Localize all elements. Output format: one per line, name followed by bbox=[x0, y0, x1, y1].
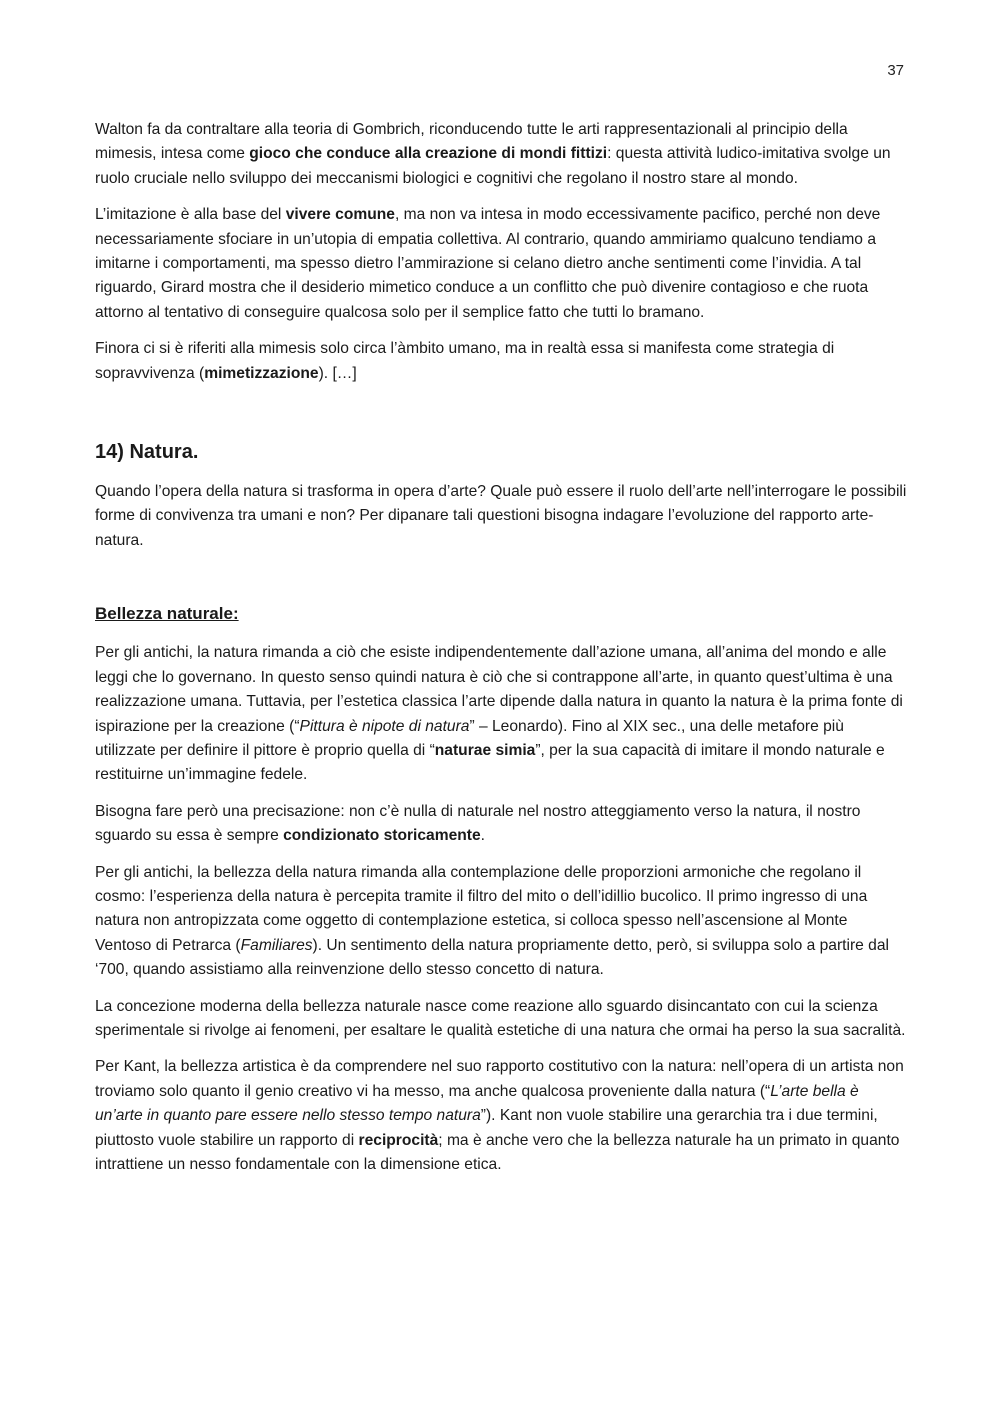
bold-term: vivere comune bbox=[285, 206, 395, 224]
italic-quote: Familiares bbox=[240, 936, 313, 954]
section-intro bbox=[95, 480, 907, 553]
paragraph: Walton fa da contraltare alla teoria di Gombrich, riconducendo tutte le arti rappresentazionali al principio della mimesis, intesa come gioco che conduce alla creazione di mondi fittizi: questa attività ludico-imitativa svolge un ruolo cruciale nello sviluppo dei meccanismi biologici e cognitivi che regolano il nostro stare al mondo. bbox=[95, 121, 891, 187]
italic-quote: L’arte bella è un’arte in quanto pare essere nello stesso tempo natura bbox=[95, 1082, 859, 1125]
paragraph: L’imitazione è alla base del vivere comune, ma non va intesa in modo eccessivamente pacifico, perché non deve necessariamente sfociare in un’utopia di empatia collettiva. Al contrario, quando ammiriamo qualcuno tendiamo a imitarne i comportamenti, ma spesso dietro l’ammirazione si celano dietro anche sentimenti come l’invidia. A tal riguardo, Girard mostra che il desiderio mimetico conduce a un conflitto che può divenire contagioso e che ruota attorno al tentativo di conseguire qualcosa solo per il semplice fatto che tutti lo bramano. bbox=[95, 206, 881, 321]
opening-paragraphs bbox=[95, 118, 907, 386]
bellezza-naturale-paragraphs bbox=[95, 641, 907, 1177]
paragraph: Finora ci si è riferiti alla mimesis solo circa l’àmbito umano, ma in realtà essa si manifesta come strategia di sopravvivenza (mimetizzazione). […] bbox=[95, 340, 835, 382]
bold-term: gioco che conduce alla creazione di mondi fittizi bbox=[249, 145, 608, 163]
bold-term: reciprocità bbox=[358, 1131, 439, 1149]
paragraph: La concezione moderna della bellezza naturale nasce come reazione allo sguardo disincantato con cui la scienza sperimentale si rivolge ai fenomeni, per esaltare le qualità estetiche di una natura che ormai ha perso la sua sacralità. bbox=[95, 997, 906, 1039]
subheading-bellezza-naturale: Bellezza naturale: bbox=[95, 604, 239, 624]
paragraph: Bisogna fare però una precisazione: non c’è nulla di naturale nel nostro atteggiamento verso la natura, il nostro sguardo su essa è sempre condizionato storicamente. bbox=[95, 802, 861, 845]
page-number: 37 bbox=[887, 62, 904, 79]
paragraph: Per gli antichi, la natura rimanda a ciò che esiste indipendentemente dall’azione umana, all’anima del mondo e alle leggi che lo governano. In questo senso quindi natura è ciò che si contrappone all’arte, in quanto quest’ultima è una realizzazione umana. Tuttavia, per l’estetica classica l’arte dipende dalla natura in quanto la natura è la prima fonte di ispirazione per la creazione (“Pittura è nipote di natura” – Leonardo). Fino al XIX sec., una delle metafore più utilizzate per definire il pittore è proprio quella di “naturae simia”, per la sua capacità di imitare il mondo naturale e restituirne un’immagine fedele. bbox=[95, 644, 903, 784]
italic-quote: Pittura è nipote di natura bbox=[299, 717, 470, 735]
section-title: 14) Natura. bbox=[95, 441, 199, 464]
paragraph: Per Kant, la bellezza artistica è da comprendere nel suo rapporto costitutivo con la natura: nell’opera di un artista non troviamo solo quanto il genio creativo vi ha messo, ma anche qualcosa proveniente dalla natura (“L’arte bella è un’arte in quanto pare essere nello stesso tempo natura”). Kant non vuole stabilire una gerarchia tra i due termini, piuttosto vuole stabilire un rapporto di reciprocità; ma è anche vero che la bellezza naturale ha un primato in quanto intrattiene un nesso fondamentale con la dimensione etica. bbox=[95, 1058, 904, 1173]
page-content bbox=[95, 118, 907, 1189]
paragraph: Quando l’opera della natura si trasforma in opera d’arte? Quale può essere il ruolo dell’arte nell’interrogare le possibili forme di convivenza tra umani e non? Per dipanare tali questioni bisogna indagare l’evoluzione del rapporto arte-natura. bbox=[95, 483, 907, 549]
bold-term: naturae simia bbox=[434, 741, 536, 759]
bold-term: mimetizzazione bbox=[204, 364, 319, 382]
bold-term: condizionato storicamente bbox=[283, 827, 481, 845]
paragraph: Per gli antichi, la bellezza della natura rimanda alla contemplazione delle proporzioni armoniche che regolano il cosmo: l’esperienza della natura è percepita tramite il filtro del mito o dell’idillio bucolico. Il primo ingresso di una natura non antropizzata come oggetto di contemplazione estetica, si colloca spesso nell’ascensione al Monte Ventoso di Petrarca (Familiares). Un sentimento della natura propriamente detto, però, si sviluppa solo a partire dal ‘700, quando assistiamo alla reinvenzione dello stesso concetto di natura. bbox=[95, 863, 889, 979]
